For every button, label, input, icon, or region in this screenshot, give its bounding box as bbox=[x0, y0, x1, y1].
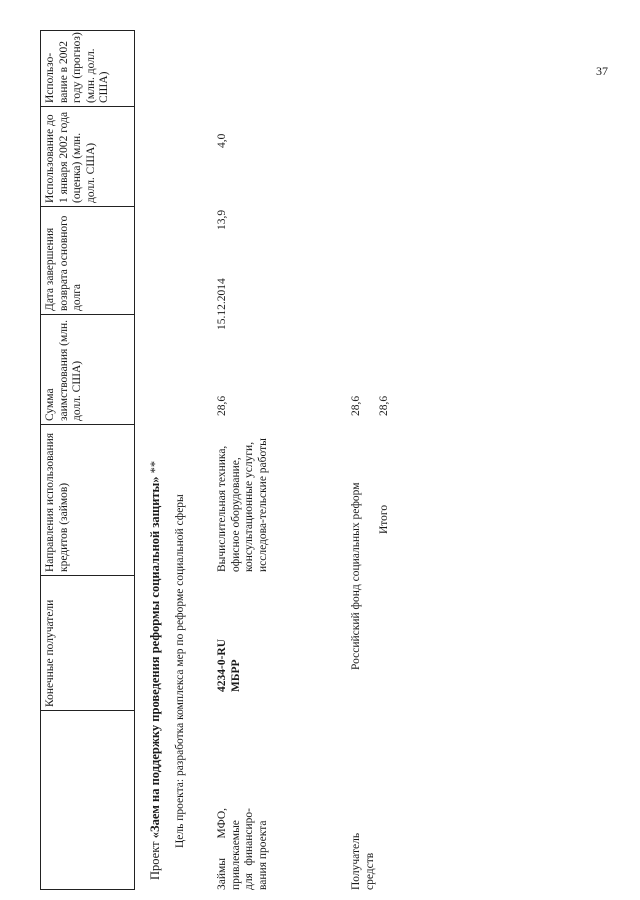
recipient-label-line1: Получатель bbox=[350, 832, 362, 890]
header-last-col-spacer bbox=[40, 30, 135, 108]
header-table bbox=[40, 30, 135, 890]
lender-name: МБРР bbox=[229, 659, 242, 692]
header-cell-loan-purposes: Направления использования кредитов (займов) bbox=[41, 425, 134, 576]
header-cell-usage-2002: Использо-вание в 2002 году (прогноз) (млн. долл. США) bbox=[41, 29, 134, 107]
loans-label-line4: вания проекта bbox=[256, 820, 269, 890]
loans-label-word1: Займы bbox=[216, 857, 228, 890]
loans-row-label bbox=[216, 808, 270, 890]
total-amount: 28,6 bbox=[378, 395, 390, 416]
recipient-label-line2: средств bbox=[363, 852, 376, 890]
header-cell-borrowing-amount: Сумма заимствования (млн. долл. США) bbox=[41, 315, 134, 425]
loan-code: 4234-0-RU bbox=[216, 638, 228, 692]
total-label: Итого bbox=[378, 504, 390, 534]
recipient-row-label bbox=[350, 810, 377, 890]
project-prefix: Проект bbox=[148, 841, 162, 880]
loans-label-word2: МФО, bbox=[216, 808, 228, 839]
project-goal-text: разработка комплекса мер по реформе социальной сферы bbox=[174, 494, 186, 777]
recipient-amount: 28,6 bbox=[350, 395, 362, 416]
header-cell-blank bbox=[41, 711, 134, 889]
loan-identifier bbox=[216, 572, 243, 692]
header-cell-final-recipients: Конечные получатели bbox=[41, 576, 134, 711]
header-cell-repayment-date: Дата завершения возврата основного долга bbox=[41, 207, 134, 315]
project-goal bbox=[174, 148, 188, 848]
project-name: «Заем на поддержку проведения реформы социальной защиты» bbox=[148, 476, 162, 839]
project-title bbox=[148, 180, 163, 880]
page-number: 37 bbox=[596, 64, 608, 78]
header-cell-usage-before-2002: Использование до 1 января 2002 года (оценка) (млн. долл. США) bbox=[41, 107, 134, 207]
loans-label-word3: для bbox=[243, 873, 256, 890]
repayment-date: 15.12.2014 bbox=[216, 278, 228, 330]
loan-amount: 28,6 bbox=[216, 395, 228, 416]
loans-label-line2: привлекаемые bbox=[229, 820, 242, 890]
recipient-name: Российский фонд социальных реформ bbox=[350, 482, 362, 670]
project-goal-label: Цель проекта: bbox=[174, 778, 186, 848]
project-suffix: ** bbox=[148, 460, 162, 477]
loans-label-word4: финансиро- bbox=[243, 808, 256, 866]
rotated-page-content bbox=[40, 10, 620, 890]
usage-before-2002: 13,9 bbox=[216, 209, 228, 230]
usage-2002: 4,0 bbox=[216, 133, 228, 148]
loan-purpose: Вычислительная техника, офисное оборудование, консультационные услуги, исследова-тельские работы bbox=[216, 438, 269, 572]
